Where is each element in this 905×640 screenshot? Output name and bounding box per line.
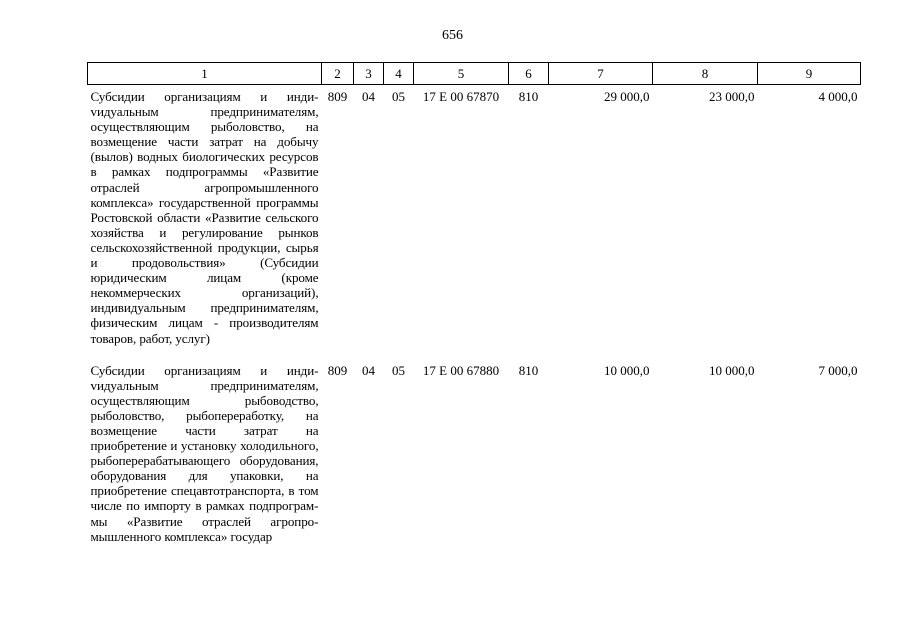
row-subsection: 05 bbox=[392, 89, 405, 104]
header-col-2: 2 bbox=[322, 63, 354, 85]
row-amount-col9: 7 000,0 bbox=[818, 362, 858, 378]
header-col-8: 8 bbox=[653, 63, 758, 85]
header-col-9: 9 bbox=[758, 63, 861, 85]
row-subsection: 05 bbox=[392, 362, 405, 378]
table-row bbox=[88, 346, 861, 544]
header-col-4: 4 bbox=[384, 63, 414, 85]
header-col-1: 1 bbox=[88, 63, 322, 85]
header-col-5: 5 bbox=[414, 63, 509, 85]
row-section: 04 bbox=[362, 362, 375, 378]
row-admin-code: 809 bbox=[327, 362, 348, 378]
row-amount-col9: 4 000,0 bbox=[818, 89, 858, 104]
row-expense-type: 810 bbox=[518, 89, 539, 104]
row-expense-type: 810 bbox=[518, 362, 539, 378]
row-amount-col7: 29 000,0 bbox=[604, 89, 650, 104]
row-amount-col8: 23 000,0 bbox=[709, 89, 755, 104]
row-description: Субсидии организациям и индиvидуальным предпринимателям, осуществляющим рыбоводство, рыболовство, рыбопереработку, на возмещение части затрат на приобретение и установку холодильного, рыбоперерабатывающего оборудования, оборудования для упаковки, на приобретение спецавтотранспорта, в том числе по импорту в рамках подпрограммы «Развитие отраслей агропромышленного комплекса» государ bbox=[90, 362, 319, 544]
row-amount-col7: 10 000,0 bbox=[604, 362, 650, 378]
row-section: 04 bbox=[362, 89, 375, 104]
header-col-3: 3 bbox=[354, 63, 384, 85]
row-description: Субсидии организациям и индиvидуальным предпринимателям, осуществляющим рыболовство, на возмещение части затрат на добычу (вылов) водных биологических ресурсов в рамках подпрограммы «Развитие отраслей агропромышленного комплекса» государственной программы Ростовской области «Развитие сельского хозяйства и регулирование рынков сельскохозяйственной продукции, сырья и продовольствия» (Субсидии юридическим лицам (кроме некоммерческих организаций), индивидуальным предпринимателям, физическим лицам - производителям товаров, работ, услуг) bbox=[90, 89, 319, 346]
header-col-7: 7 bbox=[549, 63, 653, 85]
row-amount-col8: 10 000,0 bbox=[709, 362, 755, 378]
header-col-6: 6 bbox=[509, 63, 549, 85]
row-admin-code: 809 bbox=[327, 89, 348, 104]
table-header-row bbox=[88, 63, 861, 85]
table-row bbox=[88, 85, 861, 346]
budget-table bbox=[87, 62, 861, 544]
row-target-article: 17 Е 00 67870 bbox=[422, 89, 500, 104]
page-number: 656 bbox=[442, 28, 463, 43]
row-target-article: 17 Е 00 67880 bbox=[422, 362, 500, 378]
